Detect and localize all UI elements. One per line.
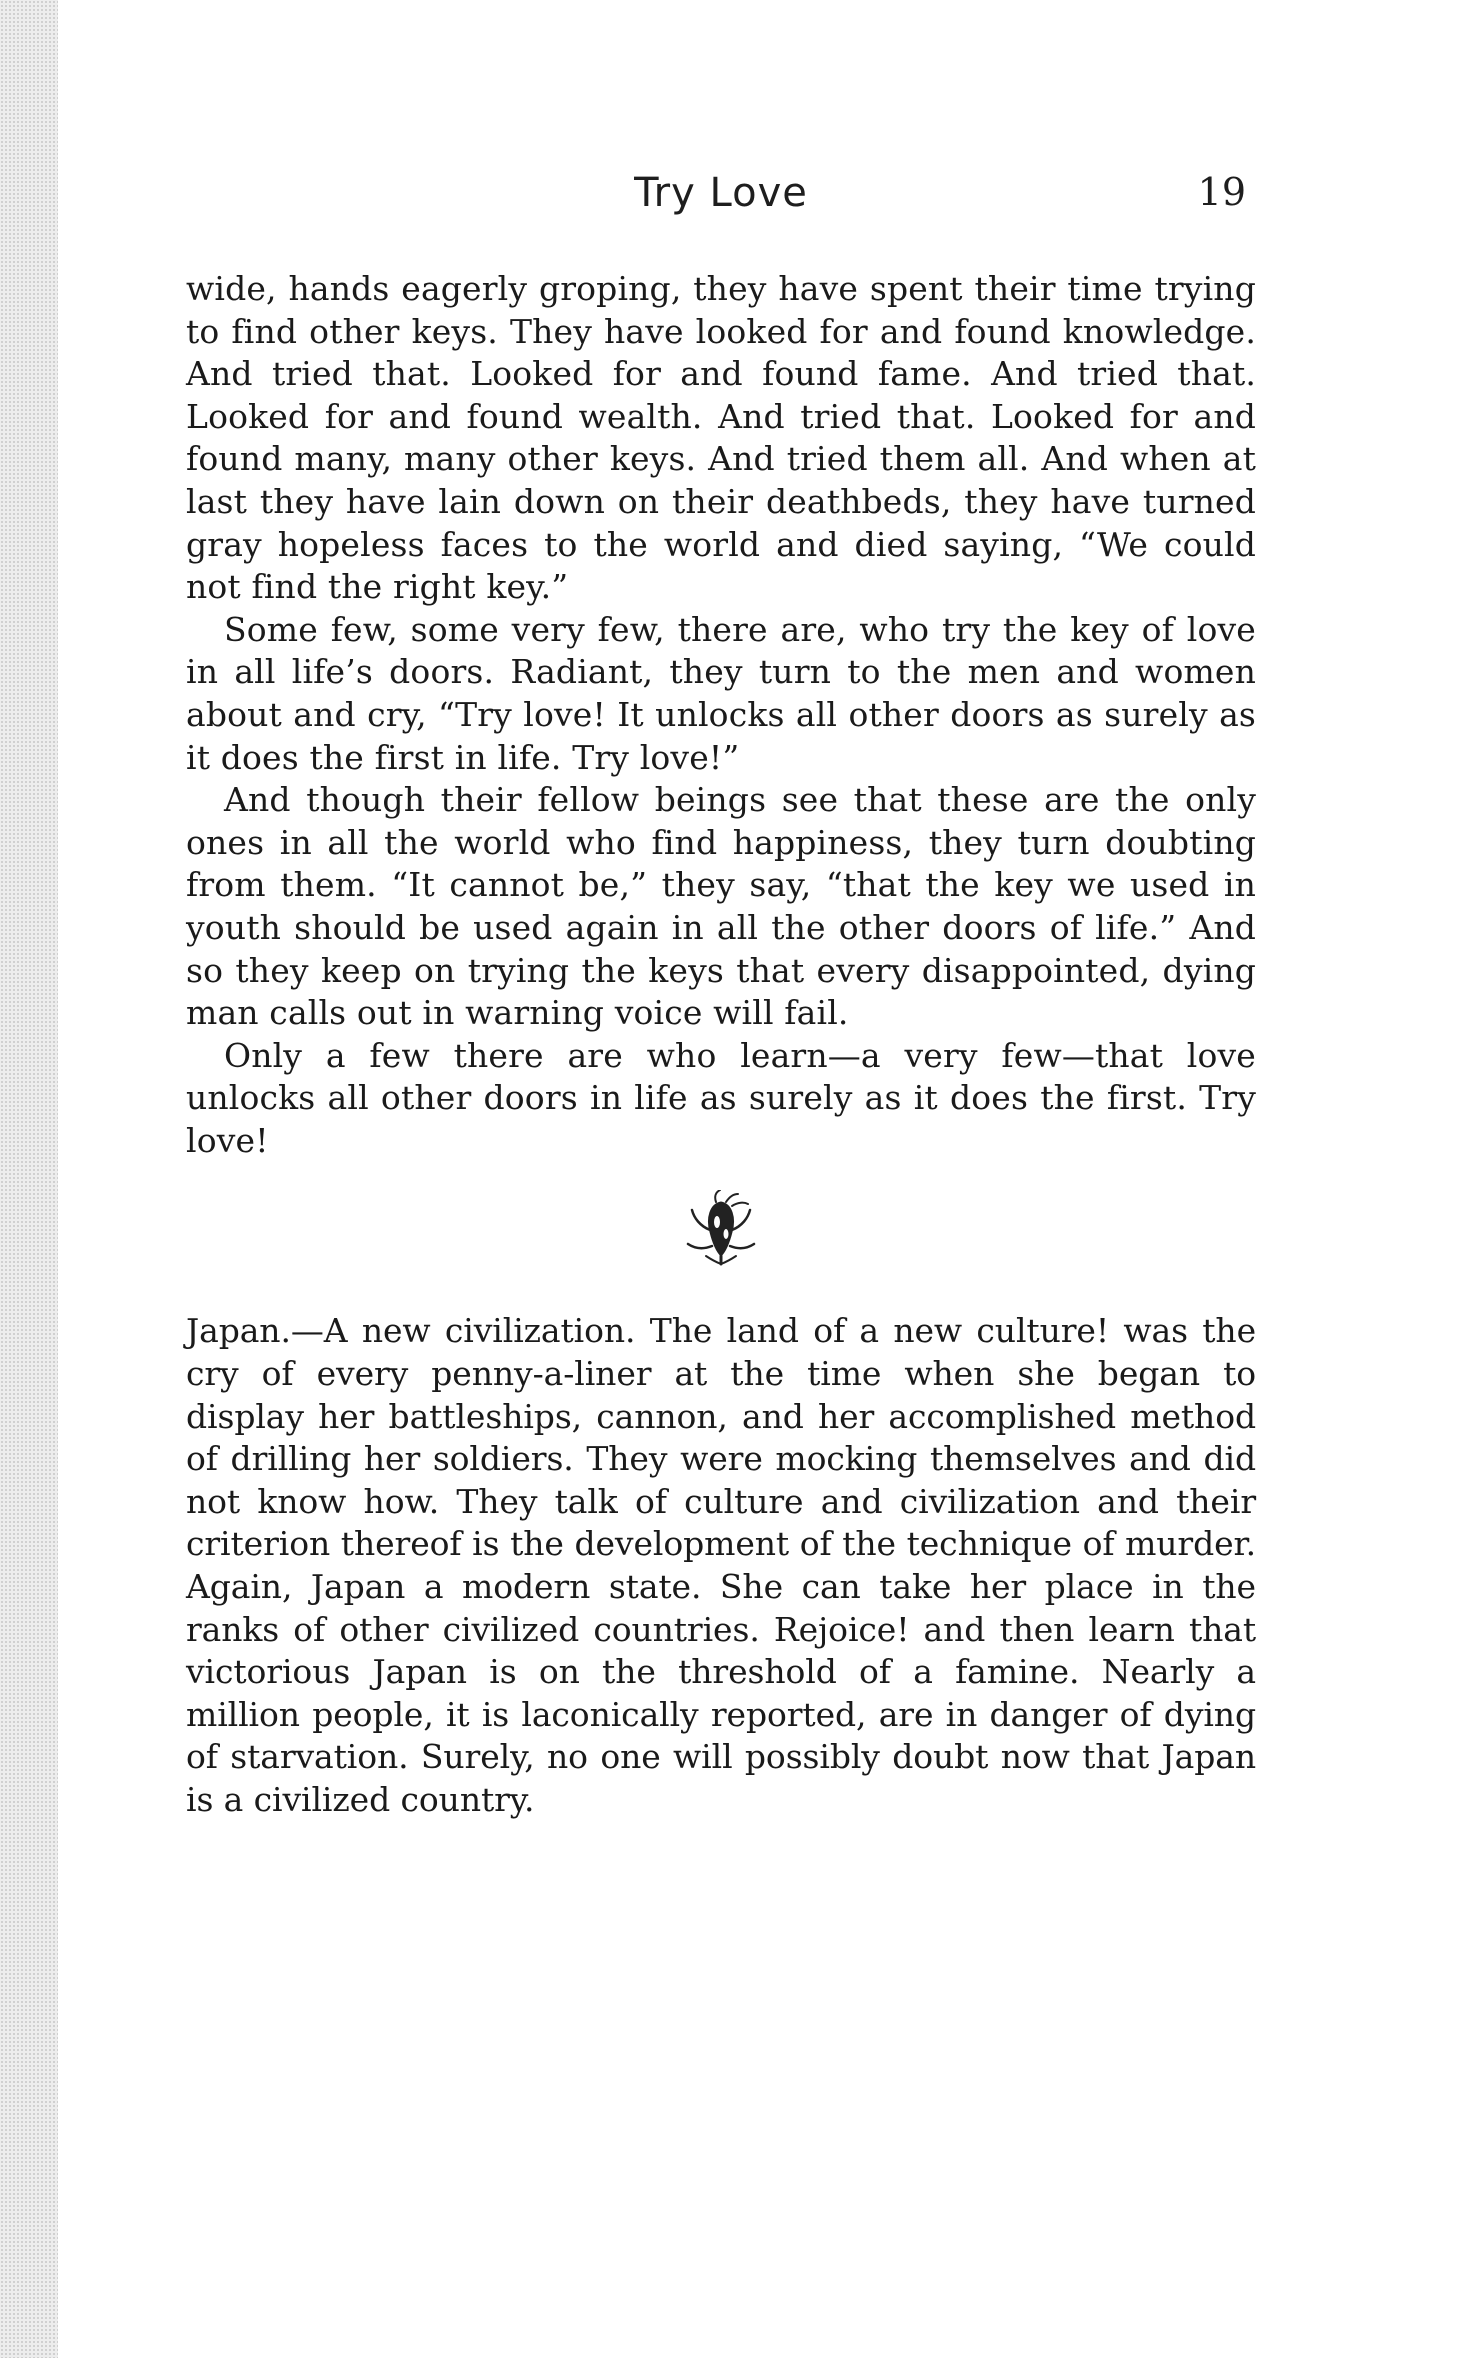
- paragraph-fellow-beings: And though their fellow beings see that these are the only ones in all the world who find happiness, they turn doubting from them. “It cannot be,” they say, “that the key we used in youth should be used again in all the other doors of life.” And so they keep on trying the keys that every disappointed, dying man calls out in warning voice will fail.: [186, 780, 1256, 1033]
- paragraph-some-few: Some few, some very few, there are, who try the key of love in all life’s doors. Radiant, they turn to the men and women about and cry, “Try love! It unlocks all other doors as surely as it does the first in life. Try love!”: [186, 609, 1256, 777]
- running-head: [186, 170, 1256, 230]
- scan-binding-edge: [0, 0, 58, 2358]
- running-title: Try Love: [634, 170, 808, 216]
- body-text: [186, 268, 1256, 1822]
- book-page: [186, 0, 1256, 2358]
- paragraph-only-a-few: Only a few there are who learn—a very few—that love unlocks all other doors in life as surely as it does the first. Try love!: [186, 1035, 1256, 1160]
- page-number: 19: [1197, 170, 1246, 214]
- botanical-ornament-icon: [686, 1190, 756, 1270]
- paragraph-japan: Japan.—A new civilization. The land of a new culture! was the cry of every penny-a-liner at the time when she began to display her battleships, cannon, and her accomplished method of drilling her soldiers. They were mocking themselves and did not know how. They talk of culture and civilization and their criterion thereof is the development of the technique of murder. Again, Japan a modern state. She can take her place in the ranks of other civilized countries. Rejoice! and then learn that victorious Japan is on the threshold of a famine. Nearly a million people, it is laconically reported, are in danger of dying of starvation. Surely, no one will possibly doubt now that Japan is a civilized country.: [186, 1311, 1256, 1819]
- paragraph-continued: wide, hands eagerly groping, they have spent their time trying to find other keys. They have looked for and found knowledge. And tried that. Looked for and found fame. And tried that. Looked for and found wealth. And tried that. Looked for and found many, many other keys. And tried them all. And when at last they have lain down on their deathbeds, they have turned gray hopeless faces to the world and died saying, “We could not find the right key.”: [186, 269, 1256, 607]
